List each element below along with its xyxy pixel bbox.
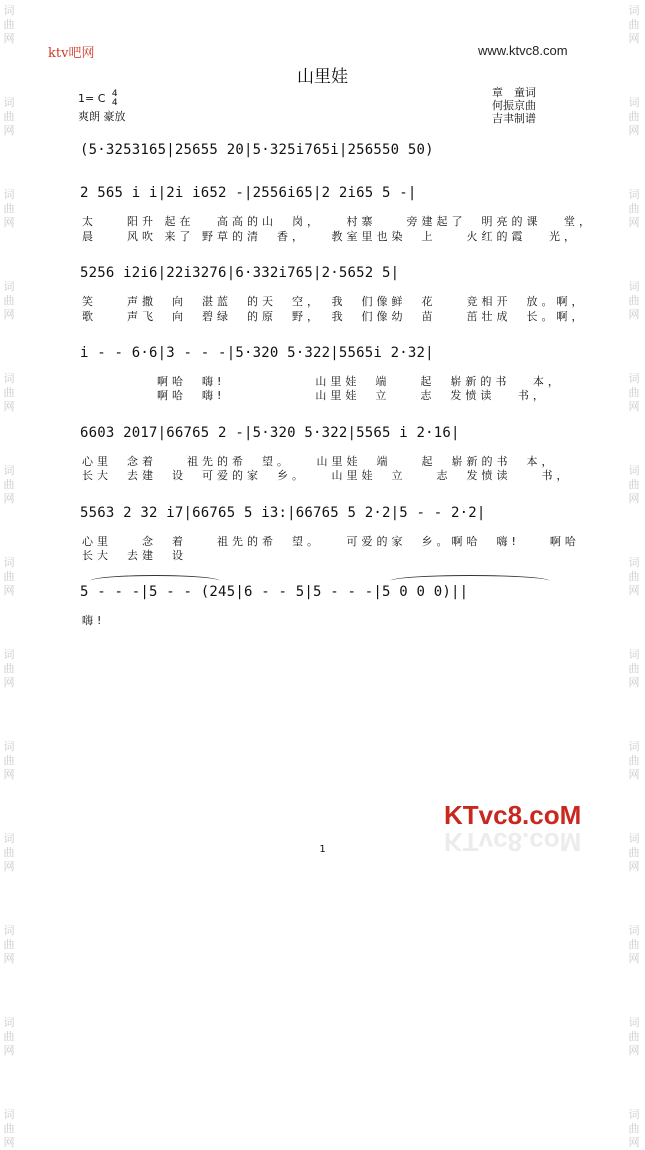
side-watermark-left bbox=[2, 0, 16, 1150]
site-logo-reflection: KTvc8.coM bbox=[444, 827, 582, 857]
expression-mark: 爽朗 豪放 bbox=[78, 110, 126, 123]
lyric-line: 歌 声飞 向 碧绿 的原 野， 我 们像幼 苗 茁壮成 长。啊， bbox=[82, 310, 587, 323]
side-text: 词曲网 bbox=[628, 924, 640, 965]
lyric-line: 嗨! bbox=[82, 614, 106, 627]
lyric-line: 太 阳升 起在 高高的山 岗， 村寨 旁建起了 明亮的课 堂， bbox=[82, 215, 594, 228]
lyric-line: 心里 念着 祖先的希 望。 山里娃 端 起 崭新的书 本， bbox=[82, 455, 557, 468]
side-text: 词曲网 bbox=[628, 464, 640, 505]
lyricist: 章 童词 bbox=[492, 86, 536, 99]
page-number: 1 bbox=[319, 844, 326, 855]
key-label: 1= C bbox=[78, 92, 106, 105]
side-text: 词曲网 bbox=[628, 4, 640, 45]
song-title: 山里娃 bbox=[297, 67, 348, 87]
lyric-line: 心里 念 着 祖先的希 望。 可爱的家 乡。啊哈 嗨! 啊哈 bbox=[82, 535, 580, 548]
side-text: 词曲网 bbox=[3, 832, 15, 873]
side-text: 词曲网 bbox=[628, 1016, 640, 1057]
time-sig-bottom: 4 bbox=[111, 98, 118, 108]
staff-line: 6603 2017|66765 2 -|5·320 5·322|5565 i 2·16| bbox=[80, 425, 460, 441]
side-text: 词曲网 bbox=[628, 96, 640, 137]
side-watermark-right bbox=[627, 0, 641, 1150]
side-text: 词曲网 bbox=[3, 372, 15, 413]
side-text: 词曲网 bbox=[3, 924, 15, 965]
site-logo: KTvc8.coM bbox=[444, 800, 582, 830]
time-sig-top: 4 bbox=[111, 89, 118, 99]
time-signature bbox=[112, 90, 118, 108]
key-signature bbox=[78, 90, 118, 108]
side-text: 词曲网 bbox=[3, 556, 15, 597]
side-text: 词曲网 bbox=[628, 832, 640, 873]
side-text: 词曲网 bbox=[628, 740, 640, 781]
notation-credit: 吉聿制谱 bbox=[492, 112, 536, 125]
side-text: 词曲网 bbox=[628, 280, 640, 321]
slur-mark bbox=[390, 575, 550, 581]
side-text: 词曲网 bbox=[3, 648, 15, 689]
side-text: 词曲网 bbox=[628, 1108, 640, 1149]
staff-line: 5563 2 32 i7|66765 5 i3:|66765 5 2·2|5 - - 2·2| bbox=[80, 505, 486, 521]
lyric-line: 晨 风吹 来了 野草的清 香， 教室里也染 上 火红的霞 光， bbox=[82, 230, 579, 243]
staff-line: 5256 i2i6|22i3276|6·332i765|2·5652 5| bbox=[80, 265, 400, 281]
composer: 何振京曲 bbox=[492, 99, 536, 112]
side-text: 词曲网 bbox=[628, 372, 640, 413]
lyric-line: 长大 去建 设 bbox=[82, 549, 187, 562]
side-text: 词曲网 bbox=[3, 96, 15, 137]
side-text: 词曲网 bbox=[3, 1108, 15, 1149]
slur-mark bbox=[90, 575, 220, 581]
lyric-line: 长大 去建 设 可爱的家 乡。 山里娃 立 志 发愤读 书， bbox=[82, 469, 572, 482]
staff-line: 2 565 i i|2i i652 -|2556i65|2 2i65 5 -| bbox=[80, 185, 417, 201]
watermark-left: ktv吧网 bbox=[48, 46, 95, 61]
staff-line-final: 5 - - -|5 - - (245|6 - - 5|5 - - -|5 0 0 0)|| bbox=[80, 584, 469, 600]
side-text: 词曲网 bbox=[3, 1016, 15, 1057]
lyric-line: 啊哈 嗨! 山里娃 端 起 崭新的书 本， bbox=[82, 375, 563, 388]
side-text: 词曲网 bbox=[3, 188, 15, 229]
lyric-line: 笑 声撒 向 湛蓝 的天 空， 我 们像鲜 花 竞相开 放。啊， bbox=[82, 295, 587, 308]
lyric-line: 啊哈 嗨! 山里娃 立 志 发愤读 书， bbox=[82, 389, 548, 402]
side-text: 词曲网 bbox=[628, 188, 640, 229]
side-text: 词曲网 bbox=[3, 4, 15, 45]
credits bbox=[492, 86, 602, 125]
staff-line-intro: (5·3253165|25655 20|5·325i765i|256550 50) bbox=[80, 142, 434, 158]
side-text: 词曲网 bbox=[3, 280, 15, 321]
side-text: 词曲网 bbox=[3, 740, 15, 781]
side-text: 词曲网 bbox=[628, 648, 640, 689]
side-text: 词曲网 bbox=[3, 464, 15, 505]
staff-line: i - - 6·6|3 - - -|5·320 5·322|5565i 2·32| bbox=[80, 345, 434, 361]
side-text: 词曲网 bbox=[628, 556, 640, 597]
watermark-url: www.ktvc8.com bbox=[478, 43, 568, 58]
